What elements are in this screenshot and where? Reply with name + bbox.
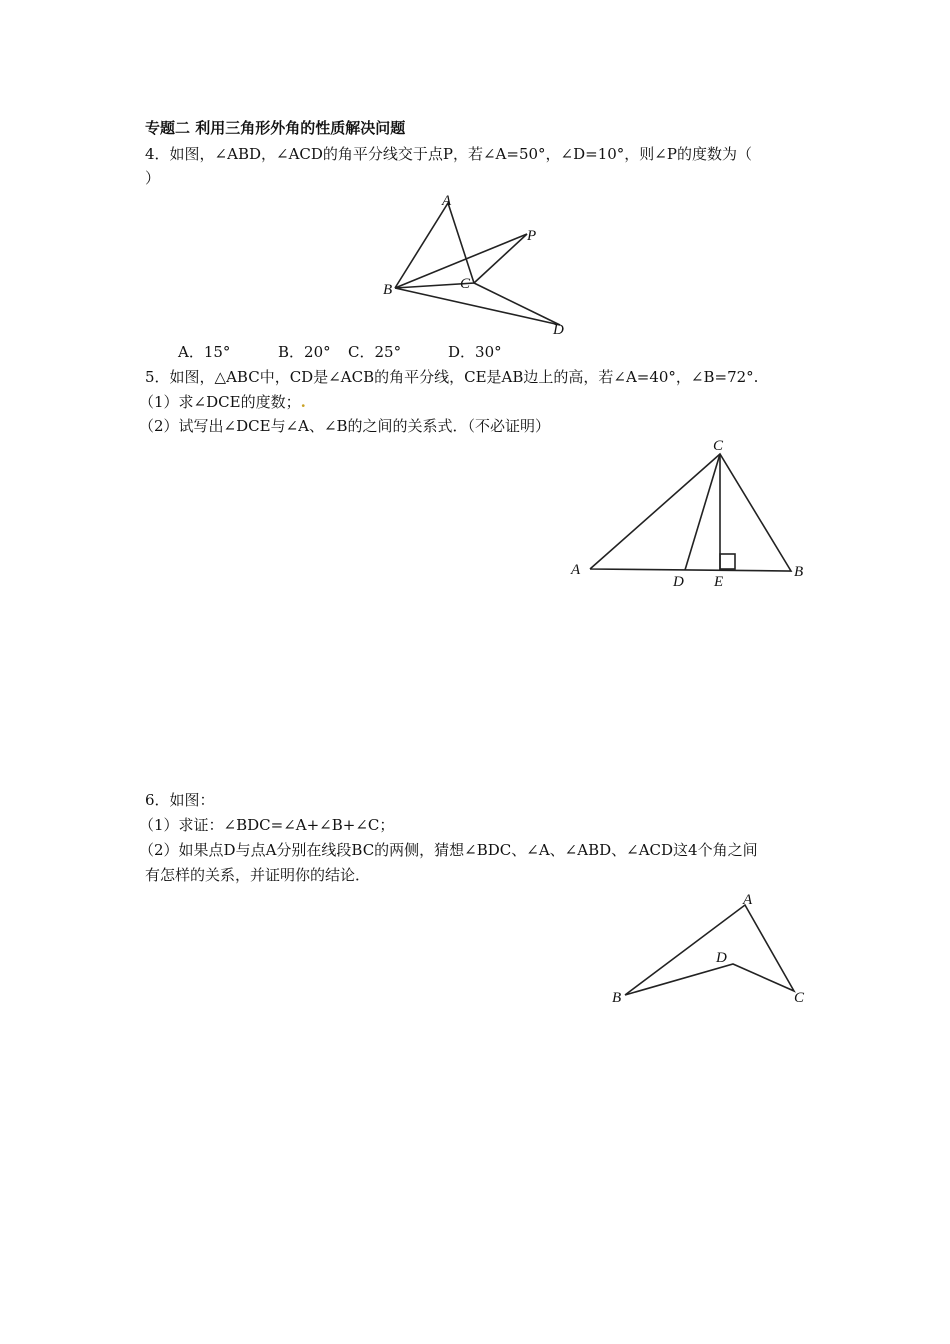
q6-label-a: A: [743, 892, 753, 908]
q6-label-d: D: [716, 950, 727, 966]
q4-stem: 4．如图，∠ABD，∠ACD的角平分线交于点P，若∠A=50°，∠D=10°，则∠P的度数为（: [145, 145, 752, 163]
q5-part1-mark: .: [300, 393, 306, 411]
q6-part2: （2）如果点D与点A分别在线段BC的两侧，猜想∠BDC、∠A、∠ABD、∠ACD这4个角之间: [139, 841, 758, 859]
q4-segment-cd: [474, 283, 560, 325]
q5-stem: 5．如图，△ABC中，CD是∠ACB的角平分线，CE是AB边上的高，若∠A=40°，∠B=72°.: [145, 368, 759, 386]
q6-part2-cont: 有怎样的关系，并证明你的结论．: [145, 866, 371, 884]
q6-part1: （1）求证：∠BDC=∠A+∠B+∠C；: [139, 816, 395, 834]
q4-label-c: C: [460, 276, 471, 292]
q5-segment-cd: [685, 454, 720, 570]
section-title: 专题二 利用三角形外角的性质解决问题: [145, 119, 406, 137]
q5-label-b: B: [794, 564, 804, 580]
q5-label-c: C: [713, 438, 724, 454]
q6-stem: 6．如图：: [145, 791, 215, 809]
q4-options: [178, 342, 502, 362]
q4-label-a: A: [442, 193, 452, 209]
q5-right-angle-mark: [720, 554, 735, 569]
q4-label-b: B: [383, 282, 393, 298]
q5-figure: [565, 432, 815, 592]
q4-segment-cp: [474, 234, 527, 283]
q5-label-e: E: [714, 574, 724, 590]
q5-part1-text: （1）求∠DCE的度数；: [139, 393, 301, 411]
q4-label-p: P: [527, 228, 537, 244]
q4-option-a[interactable]: A．15°: [178, 343, 231, 361]
q4-segment-bd: [395, 288, 560, 325]
q4-option-d[interactable]: D．30°: [448, 343, 502, 361]
q4-label-d: D: [553, 322, 564, 338]
q6-label-b: B: [612, 990, 622, 1006]
q5-label-d: D: [673, 574, 684, 590]
q4-stem-cont: ）: [145, 169, 161, 187]
q5-label-a: A: [571, 562, 581, 578]
q4-figure: [370, 188, 590, 338]
q6-label-c: C: [794, 990, 805, 1006]
q6-concave-quadrilateral: [625, 905, 794, 995]
q4-option-b[interactable]: B．20°: [278, 343, 331, 361]
q4-option-c[interactable]: C．25°: [348, 343, 402, 361]
q5-part1: [139, 392, 306, 412]
q6-figure: [605, 888, 820, 1013]
q5-part2: （2）试写出∠DCE与∠A、∠B的之间的关系式．（不必证明）: [139, 417, 551, 435]
